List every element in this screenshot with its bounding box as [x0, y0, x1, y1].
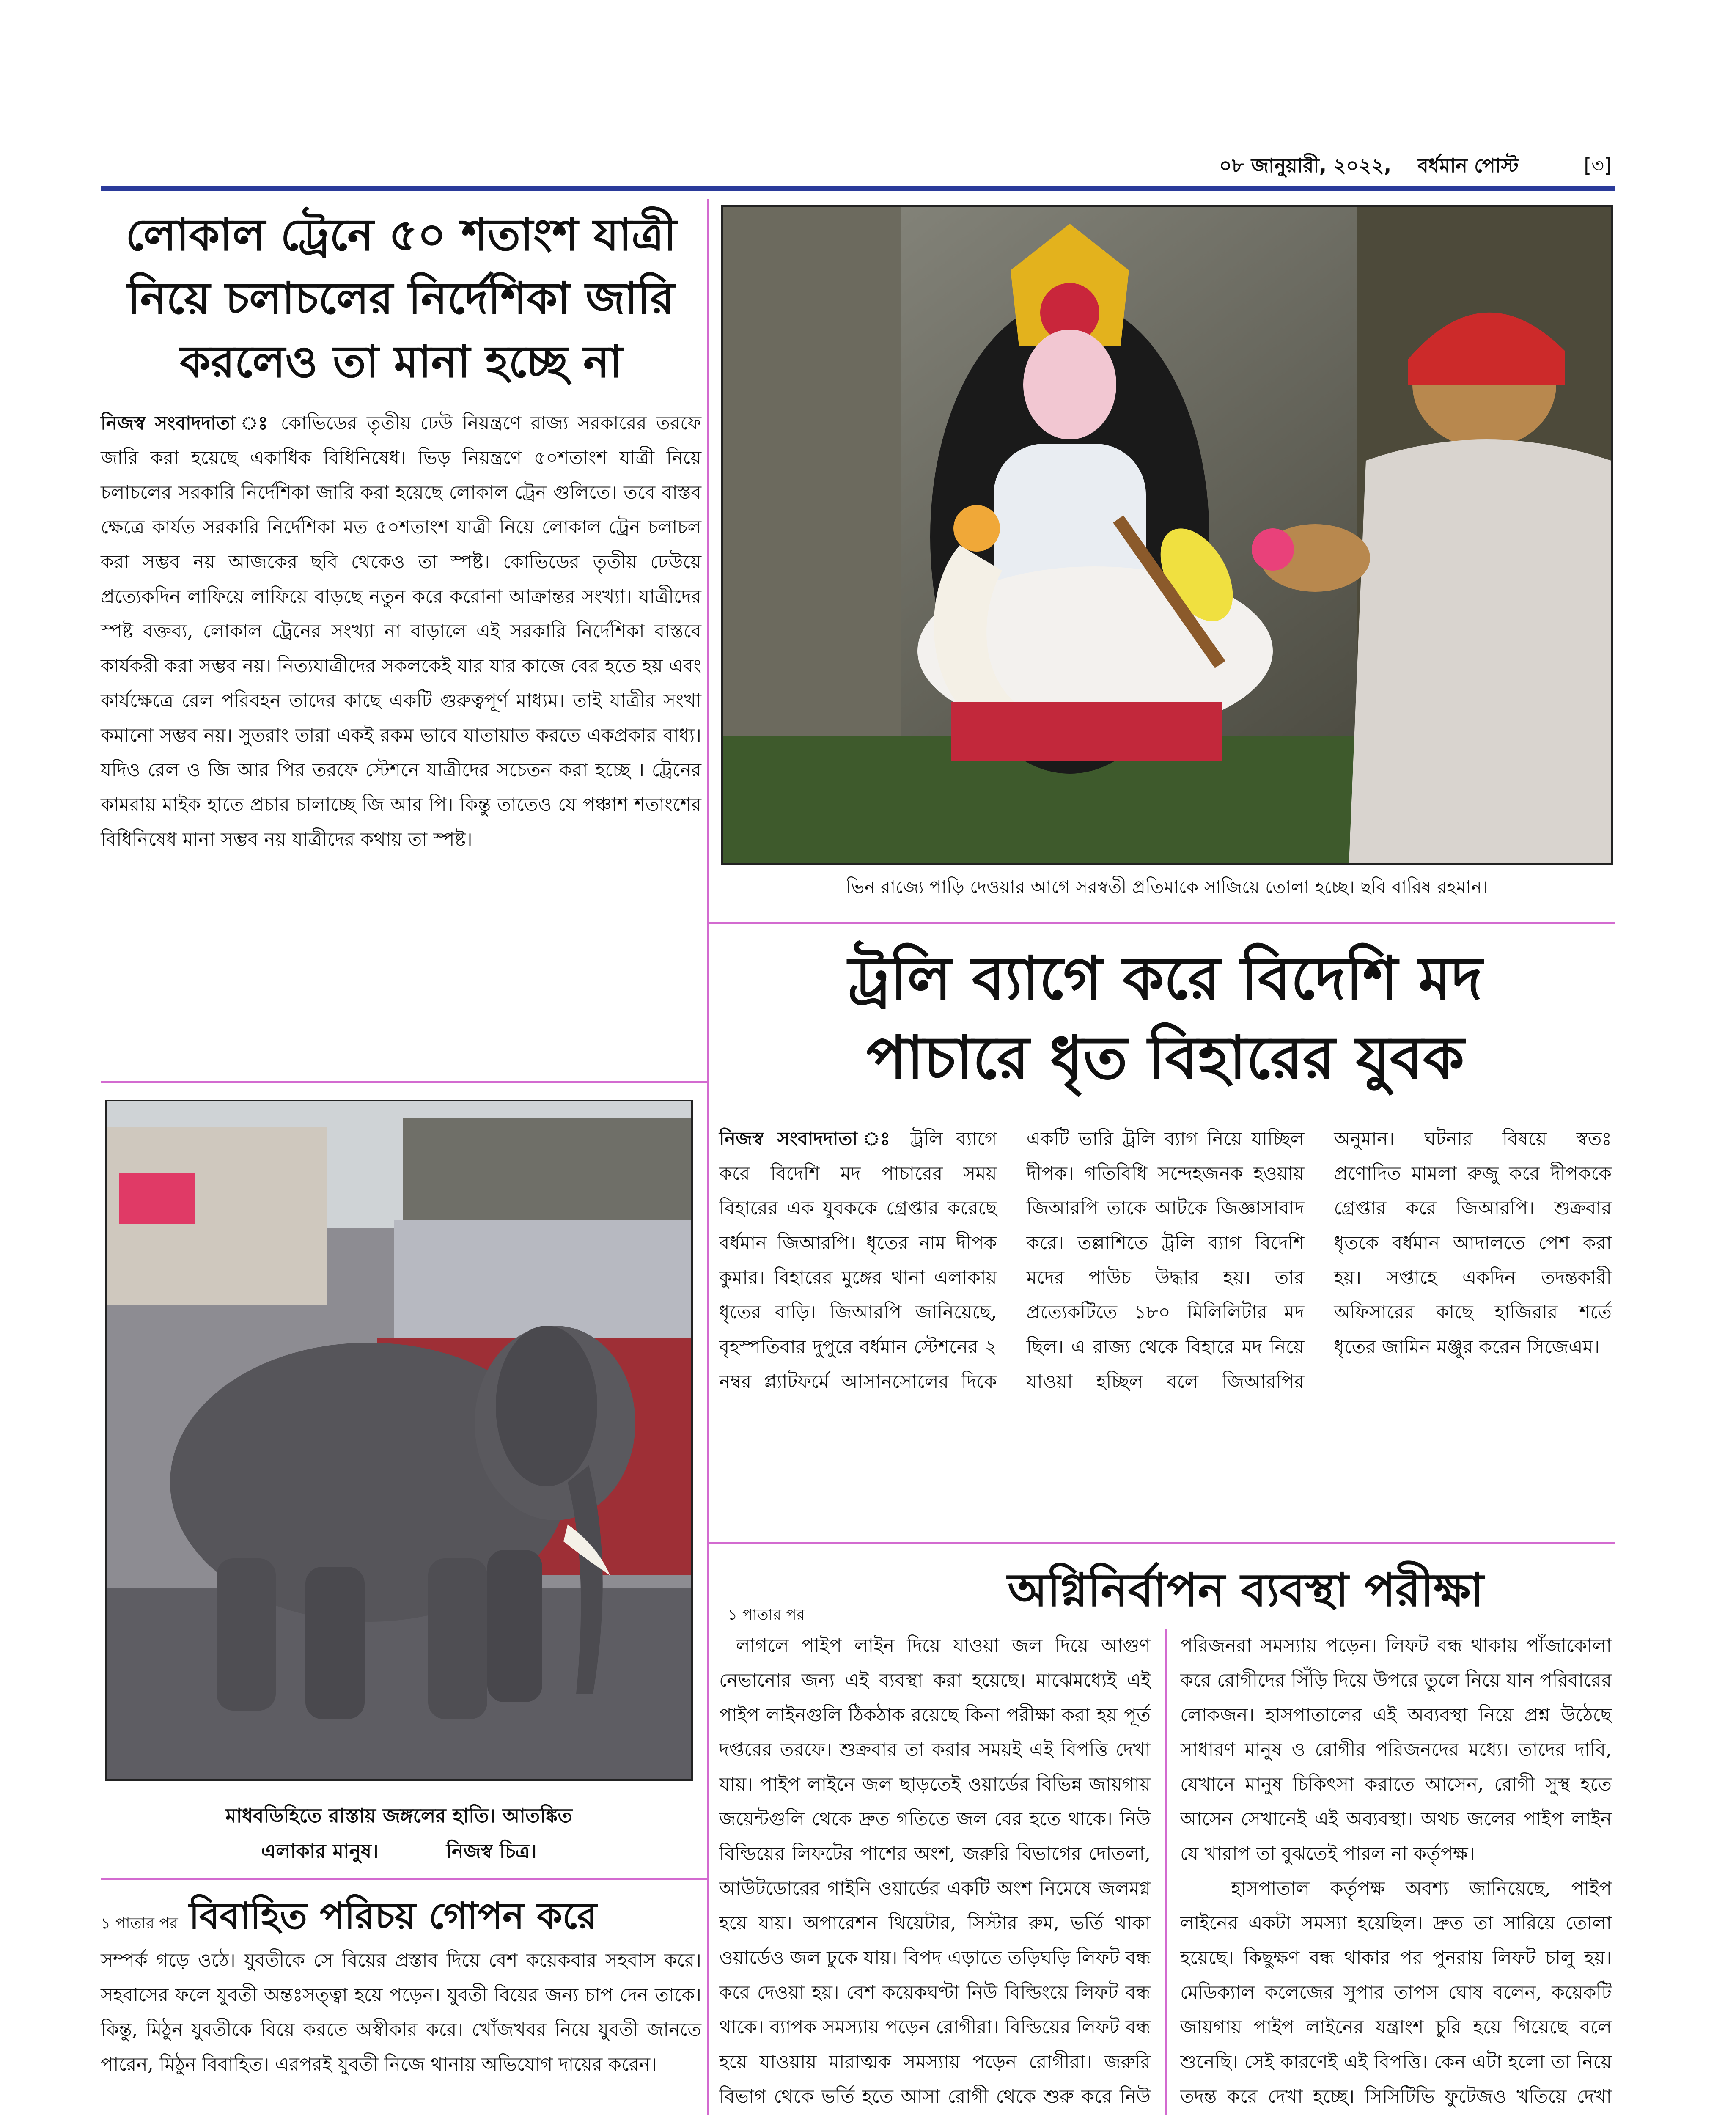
- page-header: [97, 150, 1629, 184]
- article-trolley-bag-body: নিজস্ব সংবাদদাতা ঃ ট্রলি ব্যাগে করে বিদেশি মদ পাচারের সময় বিহারের এক যুবককে গ্রেপ্তার করেছে বর্ধমান জিআরপি। ধৃতের নাম দীপক কুমার। বিহারের মুঙ্গের থানা এলাকায় ধৃতের বাড়ি। জিআরপি জানিয়েছে, বৃহস্পতিবার দুপুরে বর্ধমান স্টেশনের ২ নম্বর প্ল্যাটফর্মে আসানসোলের দিকে একটি ভারি ট্রলি ব্যাগ নিয়ে যাচ্ছিল দীপক। গতিবিধি সন্দেহজনক হওয়ায় জিআরপি তাকে আটকে জিজ্ঞাসাবাদ করে। তল্লাশিতে ট্রলি ব্যাগ বিদেশি মদের পাউচ উদ্ধার হয়। তার প্রত্যেকটিতে ১৮০ মিলিলিটার মদ ছিল। এ রাজ্য থেকে বিহারে মদ নিয়ে যাওয়া হচ্ছিল বলে জিআরপির অনুমান। ঘটনার বিষয়ে স্বতঃ প্রণোদিত মামলা রুজু করে দীপককে গ্রেপ্তার করে জিআরপি। শুক্রবার ধৃতকে বর্ধমান আদালতে পেশ করা হয়। সপ্তাহে একদিন তদন্তকারী অফিসারের কাছে হাজিরার শর্তে ধৃতের জামিন মঞ্জুর করেন সিজেএম।: [719, 1128, 1612, 1393]
- header-rule: [101, 186, 1615, 191]
- saraswati-illustration: [723, 207, 1611, 863]
- elephant-caption-line1: মাধবডিহিতে রাস্তায় জঙ্গলের হাতি। আতঙ্কিত: [225, 1804, 572, 1827]
- divider-right-1: [709, 922, 1615, 924]
- continued-from-page: ১ পাতার পর: [101, 1915, 178, 1932]
- elephant-photo: [105, 1100, 693, 1781]
- headline-local-train: লোকাল ট্রেনে ৫০ শতাংশ যাত্রী নিয়ে চলাচলের নির্দেশিকা জারি করলেও তা মানা হচ্ছে না: [125, 209, 677, 387]
- headline-trolley-bag: ট্রলি ব্যাগে করে বিদেশি মদ পাচারে ধৃত বিহারের যুবক: [848, 944, 1483, 1093]
- elephant-illustration: [107, 1101, 691, 1779]
- column-divider-left: [707, 199, 709, 2115]
- article-fire-test-body: লাগলে পাইপ লাইন দিয়ে যাওয়া জল দিয়ে আগুণ নেভানোর জন্য এই ব্যবস্থা করা হয়েছে। মাঝেমধ্যেই এই পাইপ লাইনগুলি ঠিকঠাক রয়েছে কিনা পরীক্ষা করা হয় পূর্ত দপ্তরের তরফে। শুক্রবার তা করার সময়ই এই বিপত্তি দেখা যায়। পাইপ লাইনে জল ছাড়তেই ওয়ার্ডের বিভিন্ন জায়গায় জয়েন্টগুলি থেকে দ্রুত গতিতে জল বের হতে থাকে। নিউ বিল্ডিয়ের লিফটের পাশের অংশ, জরুরি বিভাগের দোতলা, আউটডোরের গাইনি ওয়ার্ডের একটি অংশ নিমেষে জলমগ্ন হয়ে যায়। অপারেশন থিয়েটার, সিস্টার রুম, ভর্তি থাকা ওয়ার্ডেও জল ঢুকে যায়। বিপদ এড়াতে তড়িঘড়ি লিফট বন্ধ করে দেওয়া হয়। বেশ কয়েকঘণ্টা নিউ বিল্ডিংয়ে লিফট বন্ধ থাকে। ব্যাপক সমস্যায় পড়েন রোগীরা। বিল্ডিয়ের লিফট বন্ধ হয়ে যাওয়ায় মারাত্মক সমস্যায় পড়েন রোগীরা। জরুরি বিভাগ থেকে ভর্তি হতে আসা রোগী থেকে শুরু করে নিউ পরিজনরা সমস্যায় পড়েন। লিফট বন্ধ থাকায় পাঁজাকোলা করে রোগীদের সিঁড়ি দিয়ে উপরে তুলে নিয়ে যান পরিবারের লোকজন। হাসপাতালের এই অব্যবস্থা নিয়ে প্রশ্ন উঠেছে সাধারণ মানুষ ও রোগীর পরিজনদের মধ্যে। তাদের দাবি, যেখানে মানুষ চিকিৎসা করাতে আসেন, রোগী সুস্থ হতে আসেন সেখানেই এই অব্যবস্থা। অথচ জলের পাইপ লাইন যে খারাপ তা বুঝতেই পারল না কর্তৃপক্ষ। হাসপাতাল কর্তৃপক্ষ অবশ্য জানিয়েছে, পাইপ লাইনের একটা সমস্যা হয়েছিল। দ্রুত তা সারিয়ে তোলা হয়েছে। কিছুক্ষণ বন্ধ থাকার পর পুনরায় লিফট চালু হয়। মেডিক্যাল কলেজের সুপার তাপস ঘোষ বলেন, কয়েকটি জায়গায় পাইপ লাইনের যন্ত্রাংশ চুরি হয়ে গিয়েছে বলে শুনেছি। সেই কারণেই এই বিপত্তি। কেন এটা হলো তা নিয়ে তদন্ত করে দেখা হচ্ছে। সিসিটিভি ফুটেজও খতিয়ে দেখা: [719, 1635, 1612, 2107]
- article-married-identity-body: সম্পর্ক গড়ে ওঠে। যুবতীকে সে বিয়ের প্রস্তাব দিয়ে বেশ কয়েকবার সহবাস করে। সহবাসের ফলে যুবতী অন্তঃসত্ত্বা হয়ে পড়েন। যুবতী বিয়ের জন্য চাপ দেন তাকে। কিন্তু, মিঠুন যুবতীকে বিয়ে করতে অস্বীকার করে। খোঁজখবর নিয়ে যুবতী জানতে পারেন, মিঠুন বিবাহিত। এরপরই যুবতী নিজে থানায় অভিযোগ দায়ের করেন।: [101, 1950, 701, 2075]
- article-local-train-body: নিজস্ব সংবাদদাতা ঃ কোভিডের তৃতীয় ঢেউ নিয়ন্ত্রণে রাজ্য সরকারের তরফে জারি করা হয়েছে একাধিক বিধিনিষেধ। ভিড় নিয়ন্ত্রণে ৫০শতাংশ যাত্রী নিয়ে চলাচলের সরকারি নির্দেশিকা জারি করা হয়েছে লোকাল ট্রেন গুলিতে। তবে বাস্তব ক্ষেত্রে কার্যত সরকারি নির্দেশিকা মত ৫০শতাংশ যাত্রী নিয়ে লোকাল ট্রেন চলাচল করা সম্ভব নয় আজকের ছবি থেকেও তা স্পষ্ট। কোভিডের তৃতীয় ঢেউয়ে প্রত্যেকদিন লাফিয়ে লাফিয়ে বাড়ছে নতুন করে করোনা আক্রান্তর সংখ্যা। যাত্রীদের স্পষ্ট বক্তব্য, লোকাল ট্রেনের সংখ্যা না বাড়ালে এই সরকারি নির্দেশিকা বাস্তবে কার্যকরী করা সম্ভব নয়। নিত্যযাত্রীদের সকলকেই যার যার কাজে বের হতে হয় এবং কার্যক্ষেত্রে রেল পরিবহন তাদের কাছে একটি গুরুত্বপূর্ণ মাধ্যম। তাই যাত্রীর সংখা কমানো সম্ভব নয়। সুতরাং তারা একই রকম ভাবে যাতায়াত করতে একপ্রকার বাধ্য। যদিও রেল ও জি আর পির তরফে স্টেশনে যাত্রীদের সচেতন করা হচ্ছে । ট্রেনের কামরায় মাইক হাতে প্রচার চালাচ্ছে জি আর পি। কিন্তু তাতেও যে পঞ্চাশ শতাংশের বিধিনিষেধ মানা সম্ভব নয় যাত্রীদের কথায় তা স্পষ্ট।: [101, 412, 701, 850]
- article-fire-test: [719, 1557, 1612, 2115]
- article-local-train: [101, 199, 701, 857]
- byline: নিজস্ব সংবাদদাতা ঃ: [101, 412, 272, 434]
- headline-fire-test: অগ্নিনির্বাপন ব্যবস্থা পরীক্ষা: [1008, 1564, 1484, 1617]
- byline: নিজস্ব সংবাদদাতা ঃ: [719, 1128, 898, 1150]
- article-married-identity: [101, 1891, 701, 2082]
- divider-right-2: [709, 1542, 1615, 1544]
- page-number: [৩]: [1584, 154, 1612, 177]
- saraswati-photo: [721, 205, 1613, 865]
- headline-married-identity: বিবাহিত পরিচয় গোপন করে: [189, 1895, 597, 1937]
- header-paper-name: বর্ধমান পোস্ট: [1417, 154, 1519, 177]
- elephant-caption: [105, 1798, 693, 1869]
- elephant-caption-line2: এলাকার মানুষ। নিজস্ব চিত্র।: [261, 1840, 537, 1862]
- header-date: ০৮ জানুয়ারী, ২০২২,: [1219, 154, 1392, 177]
- saraswati-caption: ভিন রাজ্যে পাড়ি দেওয়ার আগে সরস্বতী প্রতিমাকে সাজিয়ে তোলা হচ্ছে। ছবি বারিষ রহমান।: [846, 876, 1488, 897]
- continued-from-page: ১ পাতার পর: [728, 1606, 805, 1623]
- divider-left-2: [101, 1878, 707, 1880]
- divider-left-1: [101, 1081, 707, 1083]
- article-trolley-bag: [719, 939, 1612, 1538]
